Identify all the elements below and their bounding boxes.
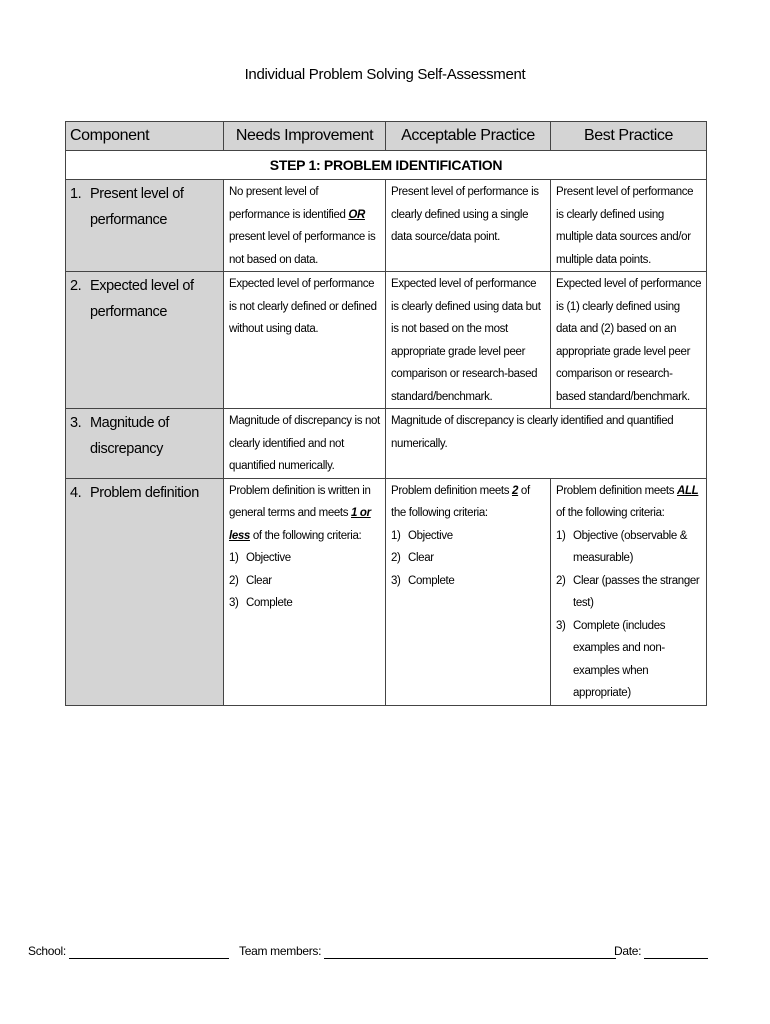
- component-label: Expected level of performance: [90, 278, 194, 320]
- acceptable-best-cell: Magnitude of discrepancy is clearly identified and quantified numerically.: [386, 409, 707, 479]
- table-row: [66, 478, 707, 705]
- needs-cell: Expected level of performance is not clearly defined or defined without using data.: [224, 272, 386, 409]
- header-needs-improvement: Needs Improvement: [224, 122, 386, 151]
- team-field: [239, 944, 616, 959]
- table-row: [66, 272, 707, 409]
- needs-cell: [224, 478, 386, 705]
- criteria-list: [391, 525, 546, 593]
- step-heading: STEP 1: PROBLEM IDENTIFICATION: [66, 151, 707, 180]
- step-row: [66, 151, 707, 180]
- school-input[interactable]: [69, 944, 229, 959]
- component-number: 4.: [70, 484, 82, 501]
- date-label: Date:: [614, 944, 642, 958]
- header-component: Component: [66, 122, 224, 151]
- best-cell: Present level of performance is clearly defined using multiple data sources and/or multiple data points.: [551, 180, 707, 272]
- emphasis-text: OR: [348, 208, 365, 221]
- best-cell: Expected level of performance is (1) clearly defined using data and (2) based on an appropriate grade level peer comparison or research-based standard/benchmark.: [551, 272, 707, 409]
- rubric-table: [65, 121, 707, 706]
- list-item: 2) Clear (passes the stranger test): [556, 574, 700, 609]
- component-label: Present level of performance: [90, 186, 184, 228]
- team-label: Team members:: [239, 944, 322, 958]
- needs-cell: [224, 180, 386, 272]
- school-label: School:: [28, 944, 66, 958]
- page-title: Individual Problem Solving Self-Assessment: [244, 66, 526, 83]
- component-cell: [66, 409, 224, 479]
- cell-text: of the following criteria:: [556, 507, 665, 519]
- component-number: 1.: [70, 186, 82, 202]
- header-row: [66, 122, 707, 151]
- criteria-list: [556, 525, 702, 705]
- cell-text: present level of performance is not based on data.: [229, 231, 376, 266]
- header-best-practice: Best Practice: [551, 122, 707, 151]
- header-acceptable-practice: Acceptable Practice: [386, 122, 551, 151]
- team-members-input[interactable]: [324, 944, 616, 959]
- component-number: 2.: [70, 278, 82, 294]
- acceptable-cell: Present level of performance is clearly defined using a single data source/data point.: [386, 180, 551, 272]
- cell-text: Problem definition meets: [391, 484, 513, 497]
- cell-text: of the following criteria:: [391, 484, 530, 519]
- criteria-list: [229, 547, 381, 615]
- school-field: [28, 944, 229, 959]
- acceptable-cell: [386, 478, 551, 705]
- emphasis-text: 2: [512, 484, 519, 497]
- table-row: [66, 180, 707, 272]
- component-cell: [66, 478, 224, 705]
- component-cell: [66, 180, 224, 272]
- best-cell: [551, 478, 707, 705]
- needs-cell: Magnitude of discrepancy is not clearly identified and not quantified numerically.: [224, 409, 386, 479]
- component-label: Problem definition: [90, 484, 199, 501]
- cell-text: Problem definition is written in general terms and meets: [229, 484, 371, 519]
- list-item: 3) Complete: [229, 597, 293, 609]
- component-number: 3.: [70, 415, 82, 431]
- cell-text: of the following criteria:: [249, 529, 362, 542]
- list-item: 1) Objective (observable & measurable): [556, 529, 688, 564]
- emphasis-text: ALL: [677, 484, 699, 497]
- cell-text: Problem definition meets: [556, 484, 678, 497]
- emphasis-text: 1 or less: [229, 507, 371, 542]
- list-item: 2) Clear: [391, 552, 434, 564]
- list-item: 1) Objective: [391, 529, 453, 542]
- list-item: 3) Complete (includes examples and non-examples when appropriate): [556, 619, 666, 699]
- component-label: Magnitude of discrepancy: [90, 415, 170, 457]
- component-cell: [66, 272, 224, 409]
- acceptable-cell: Expected level of performance is clearly defined using data but is not based on the most appropriate grade level peer comparison or research-based standard/benchmark.: [386, 272, 551, 409]
- table-row: [66, 409, 707, 479]
- list-item: 1) Objective: [229, 552, 291, 564]
- date-input[interactable]: [644, 944, 708, 959]
- date-field: [614, 944, 708, 959]
- list-item: 2) Clear: [229, 574, 272, 587]
- list-item: 3) Complete: [391, 574, 455, 587]
- cell-text: No present level of performance is identified: [229, 186, 349, 221]
